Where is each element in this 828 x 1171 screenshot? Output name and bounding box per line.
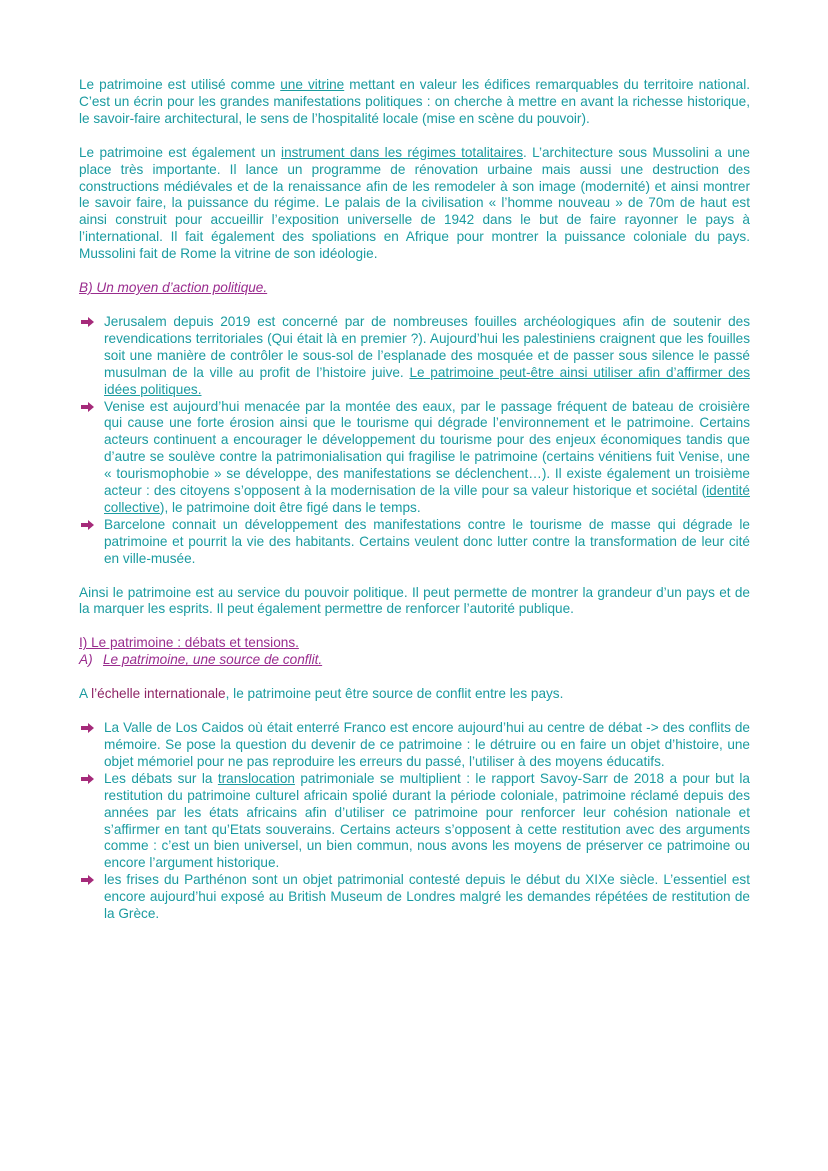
text: Le patrimoine est également un <box>79 144 282 160</box>
list-item-valle <box>79 720 750 771</box>
list-item-parthenon <box>79 872 750 923</box>
arrow-right-icon <box>81 317 94 327</box>
text: Le patrimoine est utilisé comme <box>79 77 281 92</box>
underlined-term: Le patrimoine peut-être ainsi utiliser afin d’affirmer des idées politiques. <box>104 364 751 397</box>
arrow-right-icon <box>81 402 94 412</box>
list-item-translocation <box>79 771 750 872</box>
highlighted-term: l’échelle internationale <box>91 686 226 702</box>
text: , le patrimoine peut être source de conflit entre les pays. <box>225 686 564 702</box>
heading-label: A) <box>79 652 93 668</box>
text: les frises du Parthénon sont un objet patrimonial contesté depuis le début du XIXe siècle. L’essentiel est encore aujourd’hui exposé au British Museum de Londres malgré les demandes répétées de restitution de la Grèce. <box>104 872 750 922</box>
list-item-venise <box>79 399 750 517</box>
arrow-right-icon <box>81 774 94 784</box>
document-page <box>79 77 750 923</box>
underlined-term: identité collective <box>104 483 750 515</box>
heading-text: Le patrimoine, une source de conflit. <box>103 652 323 668</box>
paragraph-conclusion: Ainsi le patrimoine est au service du pouvoir politique. Il peut permette de montrer la grandeur d’un pays et de la marquer les esprits. Il peut également permettre de renforcer l’autorité publique. <box>79 584 750 617</box>
arrow-right-icon <box>81 520 94 530</box>
list-item-barcelone <box>79 517 750 568</box>
section-heading-a <box>79 652 750 669</box>
underlined-term: une vitrine <box>280 77 345 92</box>
text: Les débats sur la <box>104 770 218 786</box>
text: La Valle de Los Caidos où était enterré Franco est encore aujourd’hui au centre de débat -> des conflits de mémoire. Se pose la question du devenir de ce patrimoine : le détruire ou en faire un objet d’histoire, une objet mémoriel pour ne pas reproduire les erreurs du passé, l’utiliser à des moyens éducatifs. <box>104 720 750 769</box>
text: Barcelone connait un développement des manifestations contre le tourisme de masse qui dégrade le patrimoine et pourrit la vie des habitants. Certains veulent donc lutter contre la transformation de leur cité en ville-musée. <box>104 516 750 566</box>
underlined-term: translocation <box>217 770 295 786</box>
section-heading-b: B) Un moyen d’action politique. <box>79 280 268 296</box>
arrow-right-icon <box>81 723 94 733</box>
paragraph-totalitarian <box>79 145 750 263</box>
text: A <box>79 686 92 702</box>
paragraph-vitrine <box>79 77 750 128</box>
text: Venise est aujourd’hui menacée par la montée des eaux, par le passage fréquent de bateau de croisière qui cause une forte érosion ainsi que le tourisme qui dégrade l’environnement et le patrimoine. Certains acteurs continuent a encourager le développement du tourisme pour des enjeux économiques tandis que d’autre se soulève contre la patrimonialisation qui fragilise le patrimoine (certains vénitiens fuit Venise, une « tourismophobie » se développe, des manifestations se déclenchent…). Il existe également un troisième acteur : des citoyens s’opposent à la modernisation de la ville pour sa valeur historique et sociétal ( <box>104 398 750 499</box>
underlined-term: instrument dans les régimes totalitaires <box>281 144 524 160</box>
paragraph-international <box>79 686 750 703</box>
list-item-jerusalem <box>79 314 750 399</box>
arrow-right-icon <box>81 875 94 885</box>
text: mettant en valeur les édifices remarquables du territoire national. C’est un écrin pour les grandes manifestations politiques : on cherche à mettre en avant la richesse historique, le savoir-faire architectural, le sens de l’hospitalité locale (mise en scène du pouvoir). <box>79 77 750 126</box>
text: . L’architecture sous Mussolini a une place très importante. Il lance un programme de rénovation urbaine mais aussi une destruction des constructions médiévales et de la renaissance afin de les remodeler à son image (modernité) et ainsi montrer le savoir faire, la puissance du régime. Le palais de la civilisation « l’homme nouveau » de 70m de haut est ainsi construit pour accueillir l’exposition universelle de 1942 dans le but de faire rayonner le pays à l’international. Il fait également des spoliations en Afrique pour montrer la puissance coloniale du pays. Mussolini fait de Rome la vitrine de son idéologie. <box>79 144 750 262</box>
text: Jerusalem depuis 2019 est concerné par de nombreuses fouilles archéologiques afin de soutenir des revendications territoriales (Qui était là en premier ?). Aujourd’hui les palestiniens craignent que les fouilles soit une manière de contrôler le sous-sol de l’esplanade des mosquée et de passer sous silence le passé musulman de la ville au profit de l’histoire juive. <box>104 313 750 380</box>
text: patrimoniale se multiplient : le rapport Savoy-Sarr de 2018 a pour but la restitution du patrimoine culturel africain spolié durant la période coloniale, patrimoine réclamé depuis des années par les états africains afin d’utiliser ce patrimoine pour renforcer leur cohésion nationale et s’affirmer en tant qu’Etats souverains. Certains acteurs s’opposent à cette restitution avec des arguments comme : c’est un bien universel, un bien commun, nous avons les moyens de préserver ce patrimoine ou encore l’argument historique. <box>104 770 750 871</box>
section-heading-i: I) Le patrimoine : débats et tensions. <box>79 635 299 651</box>
text: ), le patrimoine doit être figé dans le temps. <box>159 499 421 515</box>
